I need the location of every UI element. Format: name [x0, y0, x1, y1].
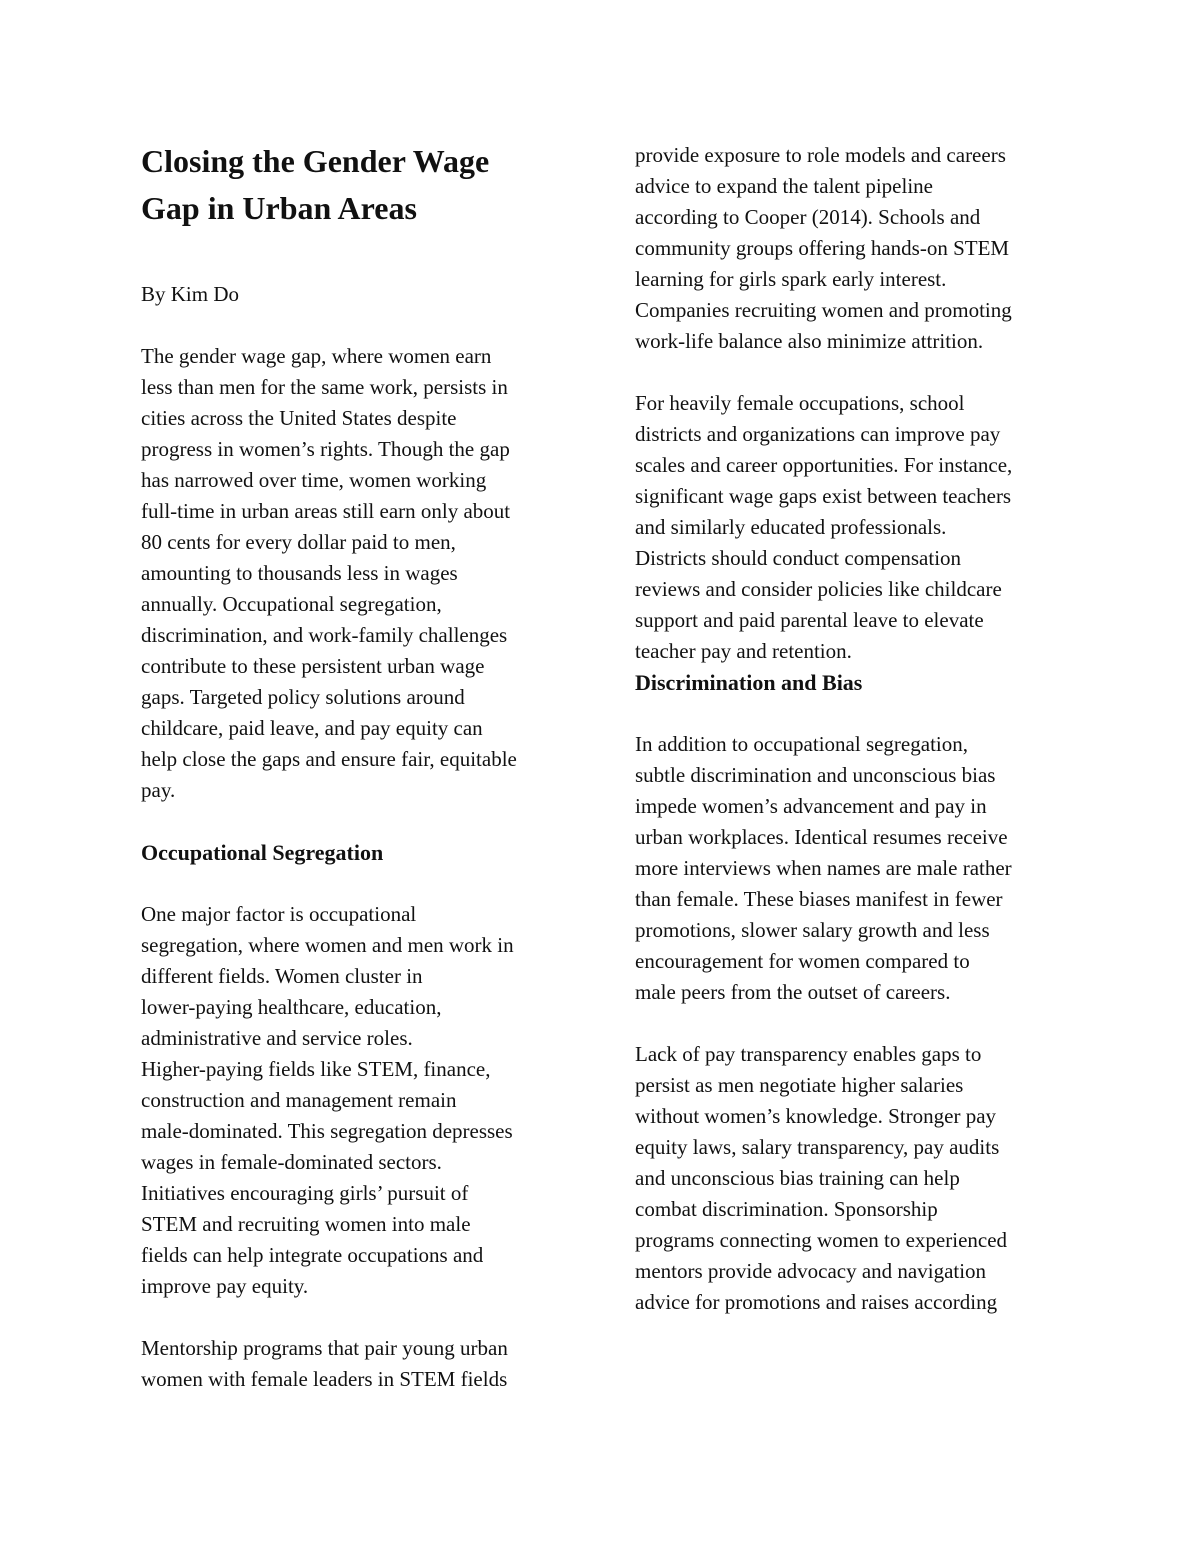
mentorship-paragraph-part-2-line: provide exposure to role models and careers: [635, 143, 1006, 167]
right-column: [635, 140, 1075, 1318]
discrimination-paragraph-1-line: encouragement for women compared to: [635, 949, 970, 973]
mentorship-paragraph-part-1-line: women with female leaders in STEM fields: [141, 1367, 508, 1391]
segregation-paragraph-1-line: segregation, where women and men work in: [141, 933, 514, 957]
segregation-paragraph-1-line: lower-paying healthcare, education,: [141, 995, 442, 1019]
section-heading-discrimination-and-bias: Discrimination and Bias: [635, 670, 863, 695]
discrimination-paragraph-1-line: more interviews when names are male rather: [635, 856, 1012, 880]
discrimination-paragraph-1-line: subtle discrimination and unconscious bias: [635, 763, 996, 787]
section-heading-occupational-segregation: Occupational Segregation: [141, 840, 384, 865]
discrimination-paragraph-1-line: impede women’s advancement and pay in: [635, 794, 987, 818]
segregation-paragraph-1-line: wages in female-dominated sectors.: [141, 1150, 442, 1174]
segregation-paragraph-1-line: construction and management remain: [141, 1088, 457, 1112]
intro-paragraph-line: contribute to these persistent urban wage: [141, 654, 485, 678]
intro-paragraph-line: annually. Occupational segregation,: [141, 592, 442, 616]
female-occupations-paragraph-line: Districts should conduct compensation: [635, 546, 962, 570]
mentorship-paragraph-part-2-line: community groups offering hands-on STEM: [635, 236, 1010, 260]
intro-paragraph-line: 80 cents for every dollar paid to men,: [141, 530, 456, 554]
discrimination-paragraph-1-line: urban workplaces. Identical resumes receive: [635, 825, 1008, 849]
female-occupations-paragraph-line: significant wage gaps exist between teachers: [635, 484, 1012, 508]
pay-transparency-paragraph-line: and unconscious bias training can help: [635, 1166, 960, 1190]
intro-paragraph-line: discrimination, and work-family challenges: [141, 623, 508, 647]
intro-paragraph-line: childcare, paid leave, and pay equity can: [141, 716, 483, 740]
pay-transparency-paragraph-line: programs connecting women to experienced: [635, 1228, 1008, 1252]
byline: By Kim Do: [141, 282, 240, 306]
intro-paragraph-line: gaps. Targeted policy solutions around: [141, 685, 465, 709]
intro-paragraph-line: help close the gaps and ensure fair, equitable: [141, 747, 517, 771]
intro-paragraph-line: pay.: [141, 778, 176, 802]
female-occupations-paragraph-line: scales and career opportunities. For instance,: [635, 453, 1013, 477]
mentorship-paragraph-part-2-line: Companies recruiting women and promoting: [635, 298, 1012, 322]
mentorship-paragraph-part-2: [635, 140, 1075, 357]
intro-paragraph-line: progress in women’s rights. Though the gap: [141, 437, 510, 461]
segregation-paragraph-1-line: administrative and service roles.: [141, 1026, 413, 1050]
mentorship-paragraph-part-1: [141, 1333, 571, 1395]
female-occupations-paragraph-line: support and paid parental leave to elevate: [635, 608, 984, 632]
female-occupations-paragraph: [635, 388, 1075, 667]
segregation-paragraph-1-line: improve pay equity.: [141, 1274, 309, 1298]
segregation-paragraph-1-line: STEM and recruiting women into male: [141, 1212, 471, 1236]
mentorship-paragraph-part-2-line: according to Cooper (2014). Schools and: [635, 205, 981, 229]
mentorship-paragraph-part-2-line: advice to expand the talent pipeline: [635, 174, 933, 198]
intro-paragraph-line: less than men for the same work, persists in: [141, 375, 508, 399]
discrimination-paragraph-1-line: In addition to occupational segregation,: [635, 732, 968, 756]
discrimination-paragraph-1: [635, 729, 1075, 1008]
pay-transparency-paragraph-line: equity laws, salary transparency, pay audits: [635, 1135, 1000, 1159]
segregation-paragraph-1-line: Initiatives encouraging girls’ pursuit of: [141, 1181, 469, 1205]
intro-paragraph: [141, 341, 571, 806]
mentorship-paragraph-part-2-line: work-life balance also minimize attrition.: [635, 329, 984, 353]
discrimination-paragraph-1-line: promotions, slower salary growth and less: [635, 918, 990, 942]
segregation-paragraph-1-line: male-dominated. This segregation depresses: [141, 1119, 513, 1143]
pay-transparency-paragraph-line: advice for promotions and raises according: [635, 1290, 998, 1314]
intro-paragraph-line: The gender wage gap, where women earn: [141, 344, 492, 368]
segregation-paragraph-1-line: Higher-paying fields like STEM, finance,: [141, 1057, 491, 1081]
intro-paragraph-line: amounting to thousands less in wages: [141, 561, 458, 585]
female-occupations-paragraph-line: reviews and consider policies like childcare: [635, 577, 1002, 601]
segregation-paragraph-1-line: different fields. Women cluster in: [141, 964, 423, 988]
pay-transparency-paragraph-line: combat discrimination. Sponsorship: [635, 1197, 938, 1221]
discrimination-paragraph-1-line: male peers from the outset of careers.: [635, 980, 951, 1004]
female-occupations-paragraph-line: districts and organizations can improve pay: [635, 422, 1001, 446]
intro-paragraph-line: cities across the United States despite: [141, 406, 457, 430]
female-occupations-paragraph-line: and similarly educated professionals.: [635, 515, 947, 539]
document-title: [141, 138, 571, 232]
discrimination-paragraph-1-line: than female. These biases manifest in fewer: [635, 887, 1003, 911]
pay-transparency-paragraph-line: mentors provide advocacy and navigation: [635, 1259, 987, 1283]
intro-paragraph-line: full-time in urban areas still earn only about: [141, 499, 511, 523]
pay-transparency-paragraph-line: Lack of pay transparency enables gaps to: [635, 1042, 982, 1066]
mentorship-paragraph-part-2-line: learning for girls spark early interest.: [635, 267, 947, 291]
pay-transparency-paragraph: [635, 1039, 1075, 1318]
left-column: [141, 138, 571, 1395]
segregation-paragraph-1-line: One major factor is occupational: [141, 902, 417, 926]
female-occupations-paragraph-line: For heavily female occupations, school: [635, 391, 965, 415]
pay-transparency-paragraph-line: without women’s knowledge. Stronger pay: [635, 1104, 997, 1128]
title-line-2: Gap in Urban Areas: [141, 190, 417, 226]
segregation-paragraph-1-line: fields can help integrate occupations and: [141, 1243, 484, 1267]
pay-transparency-paragraph-line: persist as men negotiate higher salaries: [635, 1073, 964, 1097]
female-occupations-paragraph-line: teacher pay and retention.: [635, 639, 852, 663]
mentorship-paragraph-part-1-line: Mentorship programs that pair young urban: [141, 1336, 508, 1360]
title-line-1: Closing the Gender Wage: [141, 143, 490, 179]
segregation-paragraph-1: [141, 899, 571, 1302]
intro-paragraph-line: has narrowed over time, women working: [141, 468, 487, 492]
